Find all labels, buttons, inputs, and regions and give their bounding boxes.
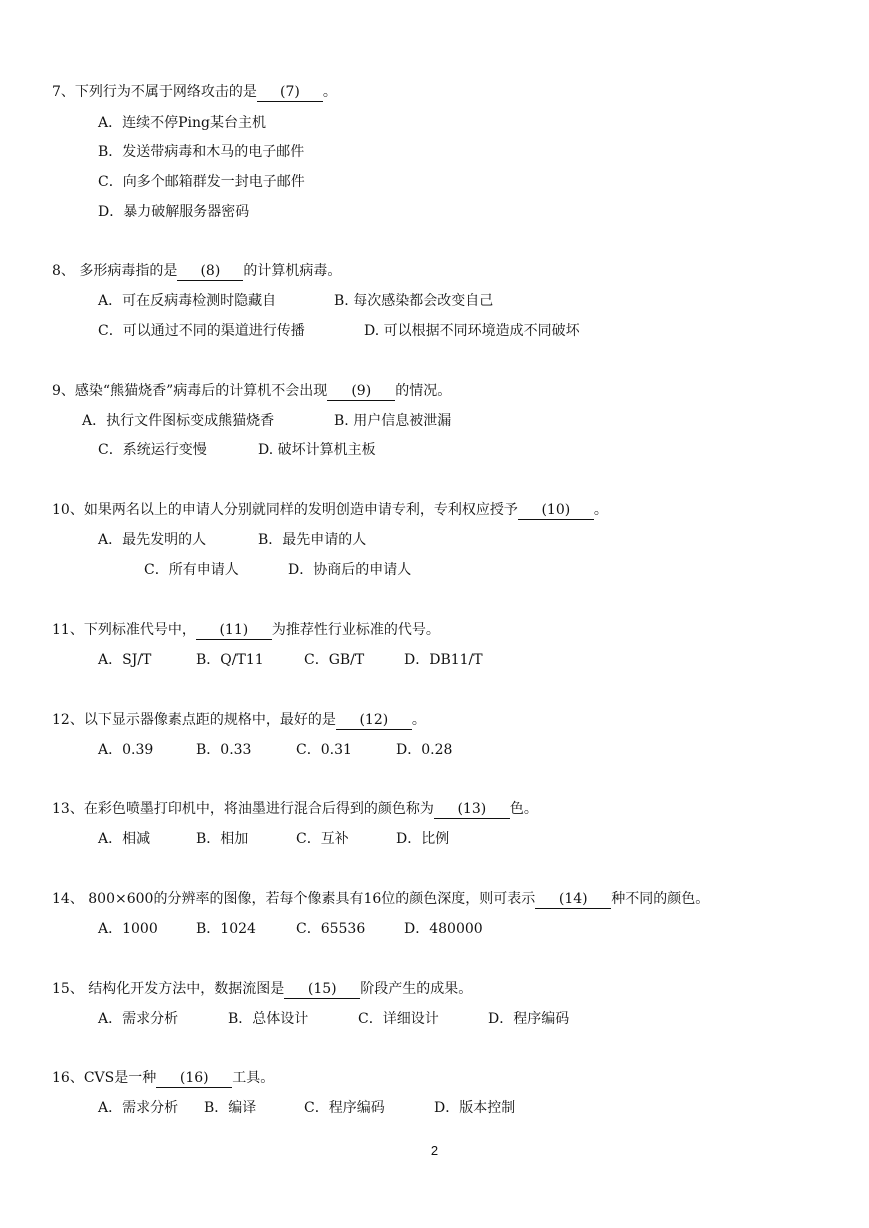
question-text: 800×600的分辨率的图像，若每个像素具有16位的颜色深度，则可表示	[83, 891, 536, 907]
question-9-stem	[52, 382, 451, 401]
question-13-option-c: C．互补	[296, 831, 349, 847]
question-number: 13、	[52, 801, 84, 817]
question-11-option-a: A．SJ/T	[98, 652, 152, 668]
question-text: 结构化开发方法中，数据流图是	[83, 981, 285, 997]
question-number: 7、	[52, 84, 75, 100]
question-11-option-d: D．DB11/T	[404, 652, 483, 668]
question-15-option-b: B．总体设计	[228, 1011, 309, 1027]
answer-blank: (10)	[518, 502, 594, 520]
answer-blank: (12)	[336, 712, 412, 730]
question-12-option-c: C．0.31	[296, 742, 352, 758]
question-text: 以下显示器像素点距的规格中，最好的是	[83, 712, 336, 728]
question-16-option-d: D．版本控制	[434, 1100, 516, 1116]
question-10-option-d: D．协商后的申请人	[288, 562, 412, 578]
answer-blank: (7)	[257, 84, 323, 102]
question-8-stem	[52, 262, 341, 281]
question-16-option-a: A．需求分析	[98, 1100, 179, 1116]
question-7-option-d: D．暴力破解服务器密码	[98, 204, 250, 220]
question-text: CVS是一种	[83, 1070, 157, 1086]
question-13-option-d: D．比例	[396, 831, 450, 847]
question-11-stem	[52, 621, 440, 640]
question-text-end: 种不同的颜色。	[611, 891, 710, 907]
question-number: 15、	[52, 981, 84, 997]
question-text-end: 。	[593, 502, 608, 518]
question-9-option-b: B. 用户信息被泄漏	[334, 413, 452, 429]
question-text: 如果两名以上的申请人分别就同样的发明创造申请专利，专利权应授予	[83, 502, 518, 518]
question-13-option-a: A．相减	[98, 831, 151, 847]
question-12-stem	[52, 711, 426, 730]
question-14-option-a: A．1000	[98, 921, 158, 937]
question-13-option-b: B．相加	[196, 831, 249, 847]
question-text-end: 工具。	[232, 1070, 275, 1086]
question-text-end: 阶段产生的成果。	[360, 981, 473, 997]
page-number: 2	[430, 1143, 439, 1158]
question-9-option-c: C．系统运行变慢	[98, 442, 207, 458]
question-number: 12、	[52, 712, 84, 728]
question-8-option-a: A．可在反病毒检测时隐藏自	[98, 293, 277, 309]
question-text-end: 为推荐性行业标准的代号。	[271, 622, 440, 638]
question-12-option-a: A．0.39	[98, 742, 154, 758]
question-number: 11、	[52, 622, 84, 638]
question-text: 感染“熊猫烧香”病毒后的计算机不会出现	[74, 383, 328, 399]
question-text: 下列行为不属于网络攻击的是	[74, 84, 257, 100]
question-text: 下列标准代号中，	[83, 622, 196, 638]
answer-blank: (9)	[327, 383, 395, 401]
question-10-stem	[52, 501, 608, 520]
question-14-option-c: C．65536	[296, 921, 366, 937]
question-text-end: 的计算机病毒。	[243, 263, 342, 279]
question-16-option-c: C．程序编码	[304, 1100, 385, 1116]
question-9-option-d: D. 破坏计算机主板	[258, 442, 376, 458]
question-text: 多形病毒指的是	[74, 263, 178, 279]
answer-blank: (8)	[177, 263, 243, 281]
question-number: 14、	[52, 891, 84, 907]
question-16-stem	[52, 1069, 274, 1088]
question-15-option-a: A．需求分析	[98, 1011, 179, 1027]
question-8-option-b: B. 每次感染都会改变自己	[334, 293, 494, 309]
question-text-end: 。	[322, 84, 337, 100]
answer-blank: (14)	[535, 891, 611, 909]
question-text-end: 色。	[509, 801, 538, 817]
question-7-option-a: A．连续不停Ping某台主机	[98, 115, 266, 131]
question-7-option-c: C．向多个邮箱群发一封电子邮件	[98, 174, 305, 190]
question-9-option-a: A．执行文件图标变成熊猫烧香	[82, 413, 275, 429]
question-12-option-b: B．0.33	[196, 742, 252, 758]
question-10-option-c: C．所有申请人	[144, 562, 239, 578]
question-number: 10、	[52, 502, 84, 518]
question-text: 在彩色喷墨打印机中，将油墨进行混合后得到的颜色称为	[83, 801, 434, 817]
question-12-option-d: D．0.28	[396, 742, 453, 758]
question-11-option-b: B．Q/T11	[196, 652, 264, 668]
answer-blank: (13)	[434, 801, 510, 819]
question-11-option-c: C．GB/T	[304, 652, 365, 668]
question-8-option-c: C．可以通过不同的渠道进行传播	[98, 323, 305, 339]
question-16-option-b: B．编译	[204, 1100, 257, 1116]
question-14-option-d: D．480000	[404, 921, 483, 937]
question-14-stem	[52, 890, 709, 909]
question-15-stem	[52, 980, 472, 999]
question-10-option-b: B．最先申请的人	[258, 532, 367, 548]
question-14-option-b: B．1024	[196, 921, 256, 937]
question-7-option-b: B．发送带病毒和木马的电子邮件	[98, 144, 305, 160]
answer-blank: (15)	[284, 981, 360, 999]
question-10-option-a: A．最先发明的人	[98, 532, 207, 548]
question-number: 16、	[52, 1070, 84, 1086]
question-15-option-d: D．程序编码	[488, 1011, 570, 1027]
question-number: 8、	[52, 263, 75, 279]
question-15-option-c: C．详细设计	[358, 1011, 439, 1027]
question-7-stem	[52, 83, 337, 102]
question-number: 9、	[52, 383, 75, 399]
answer-blank: (11)	[196, 622, 272, 640]
question-text-end: 。	[411, 712, 426, 728]
question-8-option-d: D. 可以根据不同环境造成不同破坏	[364, 323, 580, 339]
question-text-end: 的情况。	[395, 383, 452, 399]
question-13-stem	[52, 800, 538, 819]
answer-blank: (16)	[156, 1070, 232, 1088]
